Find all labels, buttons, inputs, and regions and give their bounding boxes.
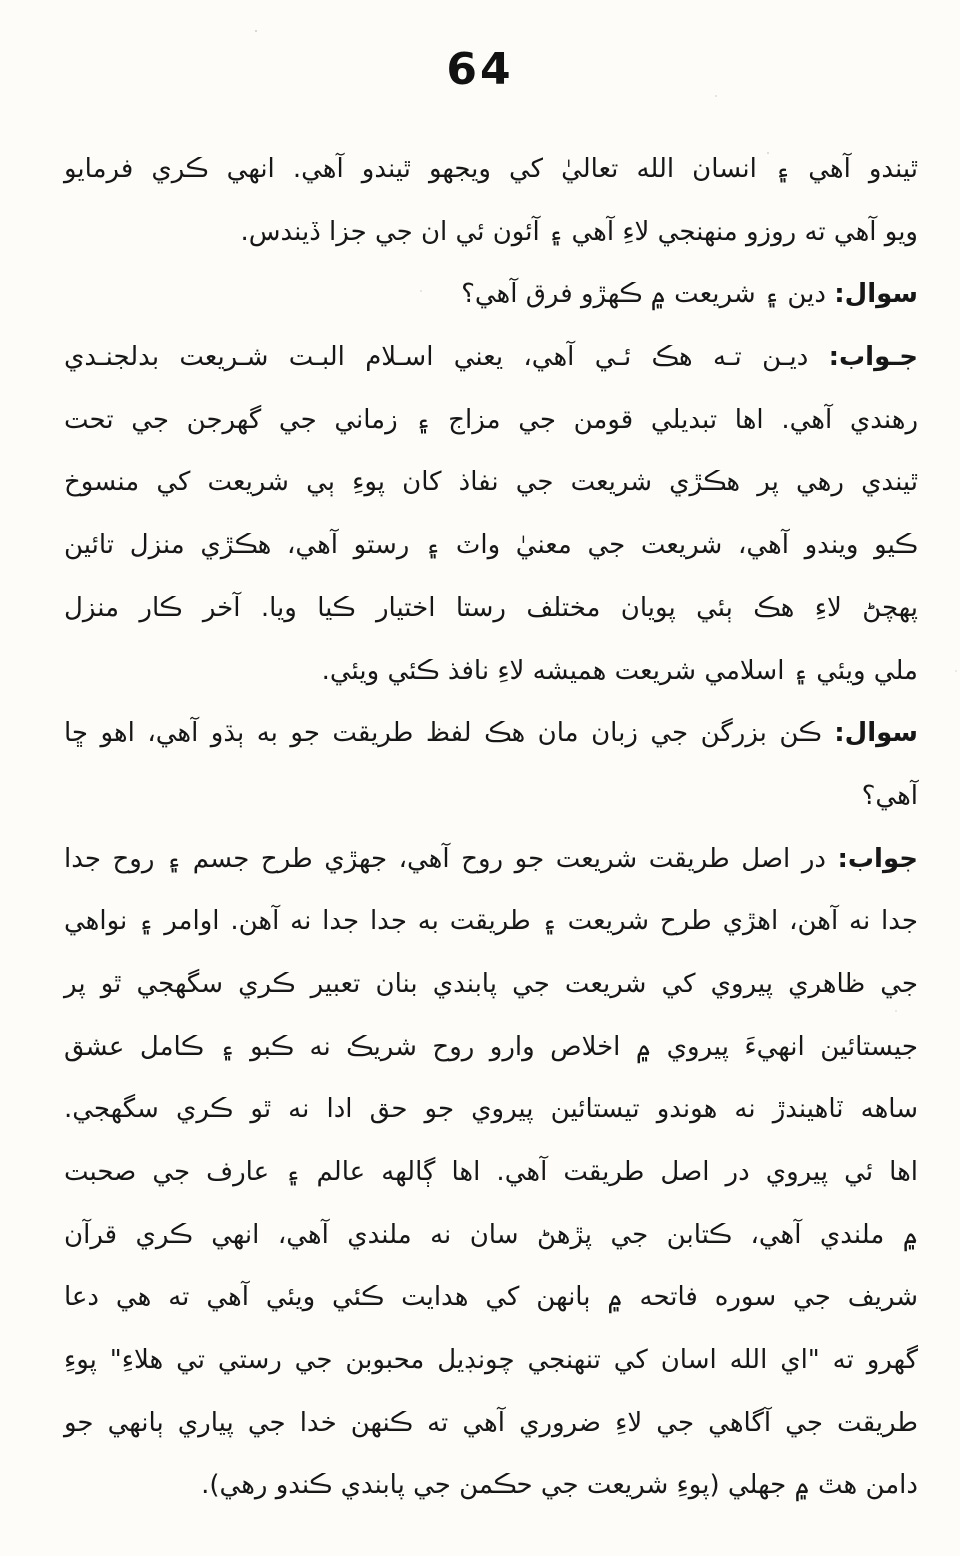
line-text: در اصل طريقت شريعت جو روح آهي، جهڙي طرح جسم ۽ روح جدا [64, 843, 826, 874]
text-line: جدا نه آهن، اهڙي طرح شريعت ۽ طريقت به جدا جدا نه آهن. اوامر ۽ نواهي [64, 906, 918, 937]
scan-noise-specks [255, 30, 257, 32]
page-number: 64 [446, 44, 514, 95]
text-line: ساهه ٽاهيندڙ نه هوندو تيستائين پيروي جو حق ادا نه ٿو ڪري سگهجي. [64, 1094, 918, 1125]
body-text-block [64, 138, 918, 1517]
qa-line [64, 702, 918, 765]
text-line: دامن هٿ ۾ جهلي (پوءِ شريعت جي حڪمن جي پابندي ڪندو رهي). [201, 1470, 918, 1501]
text-line: ويو آهي ته روزو منهنجي لاءِ آهي ۽ آئون ئي ان جي جزا ڏيندس. [240, 216, 918, 247]
text-line: پهچڻ لاءِ هڪ ٻئي پويان مختلف رستا اختيار ڪيا ويا. آخر ڪار منزل [64, 592, 918, 623]
text-line: آهي؟ [861, 780, 918, 811]
qa-line [64, 263, 918, 326]
line-text: دين ۽ شريعت ۾ ڪهڙو فرق آهي؟ [461, 279, 826, 310]
text-line: جيستائين انهيءَ پيروي ۾ اخلاص وارو روح شريڪ نه ڪبو ۽ ڪامل عشق [64, 1031, 918, 1062]
text-line: ٿيندي رهي پر هڪڙي شريعت جي نفاذ کان پوءِ ٻي شريعت کي منسوخ [64, 467, 918, 498]
qa-label: جواب: [837, 843, 919, 874]
text-line: ٿيندو آهي ۽ انسان الله تعاليٰ کي ويجهو ٿيندو آهي. انهي ڪري فرمايو [64, 154, 918, 184]
text-line: گهرو ته "اي الله اسان کي تنهنجي چونڊيل محبوبن جي رستي تي هلاءِ" پوءِ [64, 1345, 918, 1376]
text-line: رهندي آهي. اها تبديلي قومن جي مزاج ۽ زماني جي گهرجن جي تحت [64, 404, 918, 435]
text-line: ۾ ملندي آهي، ڪتابن جي پڙهڻ سان نه ملندي آهي، انهي ڪري قرآن [64, 1219, 918, 1250]
text-line: طريقت جي آگاهي جي لاءِ ضروري آهي ته ڪنهن خدا جي پياري ٻانهي جو [64, 1407, 918, 1438]
text-line: ڪيو ويندو آهي، شريعت جي معنيٰ واٽ ۽ رستو آهي، هڪڙي منزل تائين [64, 530, 918, 561]
line-text: ديـن تـه هڪ ئـي آهي، يعني اسـلام البـت شـريعت بدلجنـدي [64, 342, 809, 373]
text-line: ملي ويئي ۽ اسلامي شريعت هميشه لاءِ نافذ ڪئي ويئي. [321, 655, 918, 686]
line-text: ڪن بزرگن جي زبان مان هڪ لفظ طريقت جو به ٻڌو آهي، اهو ڇا [64, 718, 822, 749]
qa-label: سوال: [834, 718, 919, 749]
text-line: شريف جي سوره فاتحه ۾ ٻانهن کي هدايت ڪئي ويئي آهي ته هي دعا [64, 1282, 918, 1313]
text-line: اها ئي پيروي در اصل طريقت آهي. اها ڳالهه عالم ۽ عارف جي صحبت [64, 1157, 918, 1187]
text-line: جي ظاهري پيروي کي شريعت جي پابندي بنان تعبير ڪري سگهجي ٿو پر [64, 968, 918, 999]
qa-label: جـواب: [828, 342, 919, 373]
qa-line [64, 828, 918, 891]
qa-label: سوال: [834, 279, 918, 310]
qa-line [64, 326, 918, 389]
